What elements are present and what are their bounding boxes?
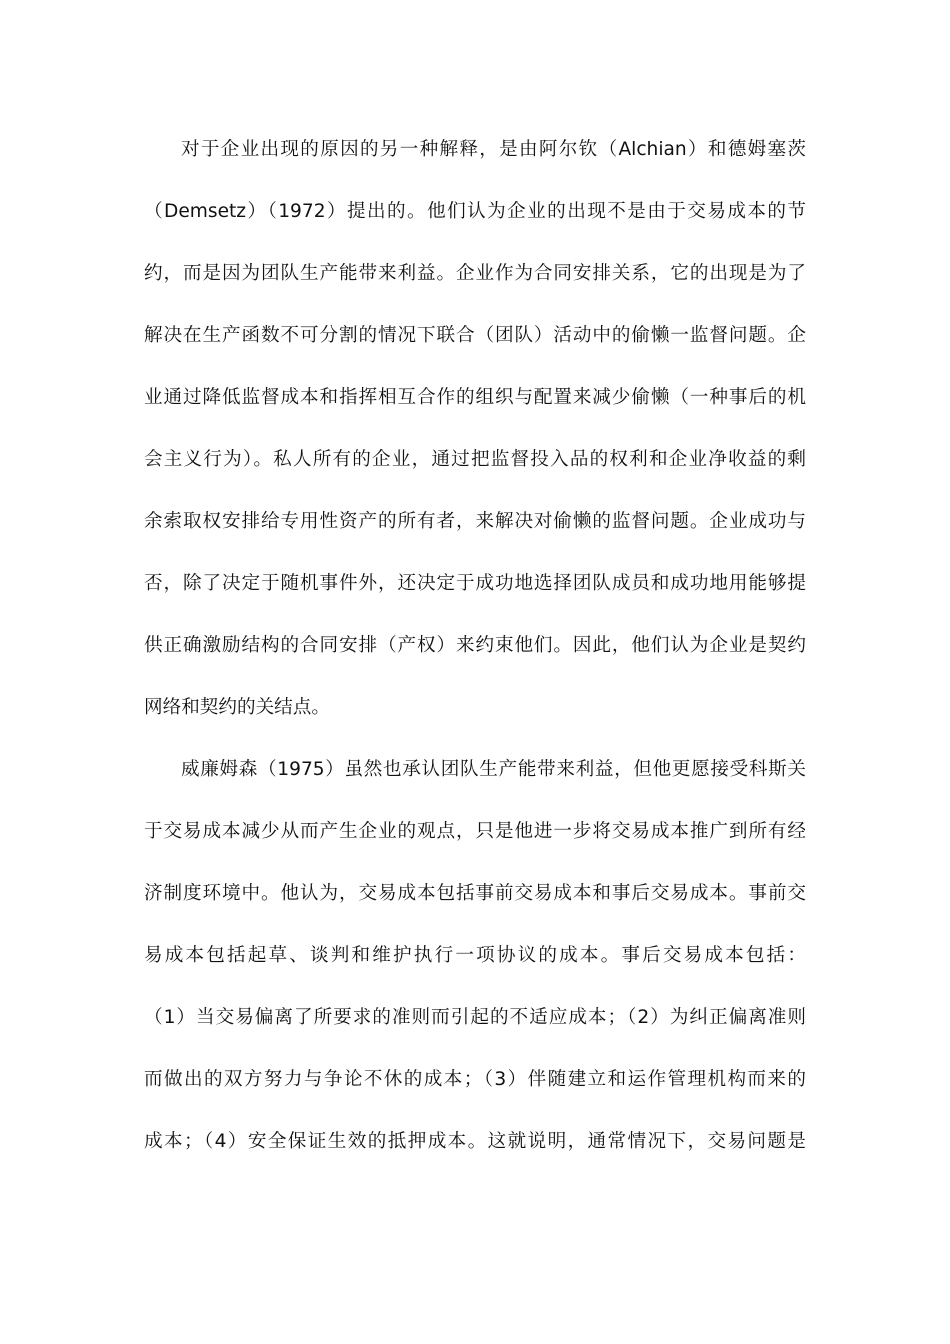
paragraph-line: 业通过降低监督成本和指挥相互合作的组织与配置来减少偷懒（一种事后的机 xyxy=(144,387,806,408)
paragraph-2 xyxy=(144,739,806,1173)
paragraph-line: （1）当交易偏离了所要求的准则而引起的不适应成本；（2）为纠正偏离准则 xyxy=(144,1007,806,1028)
body-text xyxy=(144,119,806,1173)
paragraph-line: 约，而是因为团队生产能带来利益。企业作为合同安排关系，它的出现是为了 xyxy=(144,263,806,284)
paragraph-line: 会主义行为）。私人所有的企业，通过把监督投入品的权利和企业净收益的剩 xyxy=(144,449,806,470)
paragraph-line: 对于企业出现的原因的另一种解释，是由阿尔钦（Alchian）和德姆塞茨 xyxy=(181,139,806,160)
paragraph-line: 解决在生产函数不可分割的情况下联合（团队）活动中的偷懒一监督问题。企 xyxy=(144,325,806,346)
paragraph-line: 余索取权安排给专用性资产的所有者，来解决对偷懒的监督问题。企业成功与 xyxy=(144,511,806,532)
paragraph-line: 威廉姆森（1975）虽然也承认团队生产能带来利益，但他更愿接受科斯关 xyxy=(181,759,806,780)
paragraph-line: （Demsetz）（1972）提出的。他们认为企业的出现不是由于交易成本的节 xyxy=(144,201,806,222)
paragraph-line: 济制度环境中。他认为，交易成本包括事前交易成本和事后交易成本。事前交 xyxy=(144,883,806,904)
paragraph-line: 供正确激励结构的合同安排（产权）来约束他们。因此，他们认为企业是契约 xyxy=(144,635,806,656)
paragraph-line: 网络和契约的关结点。 xyxy=(144,697,330,718)
paragraph-line: 成本；（4）安全保证生效的抵押成本。这就说明，通常情况下，交易问题是 xyxy=(144,1131,806,1152)
paragraph-line: 易成本包括起草、谈判和维护执行一项协议的成本。事后交易成本包括： xyxy=(144,945,806,966)
paragraph-line: 而做出的双方努力与争论不休的成本；（3）伴随建立和运作管理机构而来的 xyxy=(144,1069,806,1090)
paragraph-line: 于交易成本减少从而产生企业的观点，只是他进一步将交易成本推广到所有经 xyxy=(144,821,806,842)
paragraph-line: 否，除了决定于随机事件外，还决定于成功地选择团队成员和成功地用能够提 xyxy=(144,573,806,594)
paragraph-1 xyxy=(144,119,806,739)
